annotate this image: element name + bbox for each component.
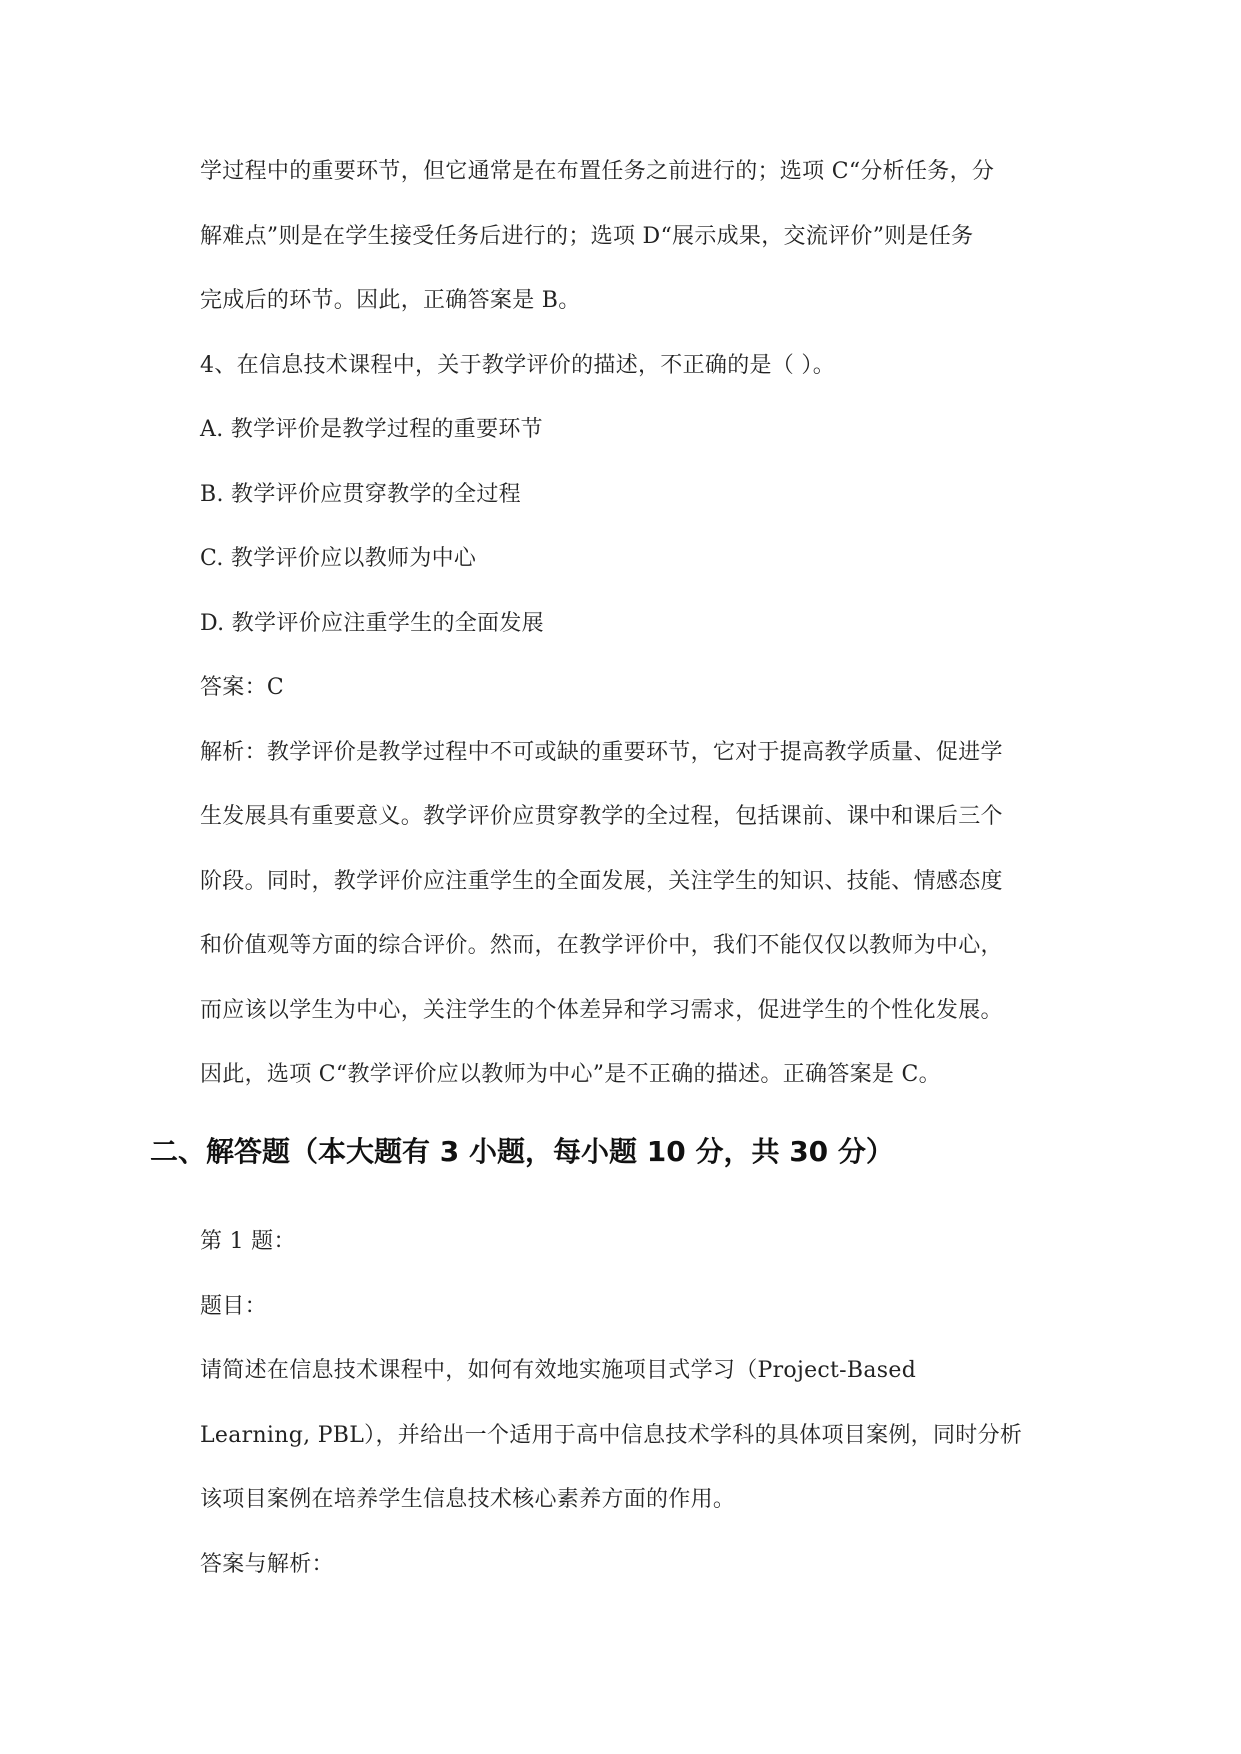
question-stem: 4、在信息技术课程中，关于教学评价的描述，不正确的是（ ）。 [200,352,835,378]
section-heading: 二、解答题（本大题有 3 小题，每小题 10 分，共 30 分） [150,1135,894,1168]
explanation-line: 完成后的环节。因此，正确答案是 B。 [200,288,581,313]
question-number: 第 1 题： [200,1229,296,1254]
question-text-line: Learning, PBL），并给出一个适用于高中信息技术学科的具体项目案例，同时分析 [200,1422,1023,1448]
essay-question-block [200,1210,1100,1597]
analysis-line: 解析：教学评价是教学过程中不可或缺的重要环节，它对于提高教学质量、促进学 [200,739,1003,765]
question-text-line: 该项目案例在培养学生信息技术核心素养方面的作用。 [200,1487,736,1512]
question-label: 题目： [200,1293,267,1319]
option-a: A. 教学评价是教学过程的重要环节 [200,417,543,442]
analysis-line: 而应该以学生为中心，关注学生的个体差异和学习需求，促进学生的个性化发展。 [200,997,1003,1023]
question-block [200,140,1100,1108]
option-c: C. 教学评价应以教师为中心 [200,546,477,571]
answer-line: 答案：C [200,675,285,700]
analysis-line: 和价值观等方面的综合评价。然而，在教学评价中，我们不能仅仅以教师为中心， [200,933,1003,958]
analysis-line: 阶段。同时，教学评价应注重学生的全面发展，关注学生的知识、技能、情感态度 [200,868,1003,894]
analysis-line: 生发展具有重要意义。教学评价应贯穿教学的全过程，包括课前、课中和课后三个 [200,804,1003,829]
answer-analysis-label: 答案与解析： [200,1551,334,1577]
option-d: D. 教学评价应注重学生的全面发展 [200,610,544,636]
explanation-line: 学过程中的重要环节，但它通常是在布置任务之前进行的；选项 C“分析任务，分 [200,159,995,184]
analysis-line: 因此，选项 C“教学评价应以教师为中心”是不正确的描述。正确答案是 C。 [200,1062,941,1087]
option-b: B. 教学评价应贯穿教学的全过程 [200,481,521,507]
explanation-line: 解难点”则是在学生接受任务后进行的；选项 D“展示成果，交流评价”则是任务 [200,223,974,249]
question-text-line: 请简述在信息技术课程中，如何有效地实施项目式学习（Project-Based [200,1358,917,1383]
